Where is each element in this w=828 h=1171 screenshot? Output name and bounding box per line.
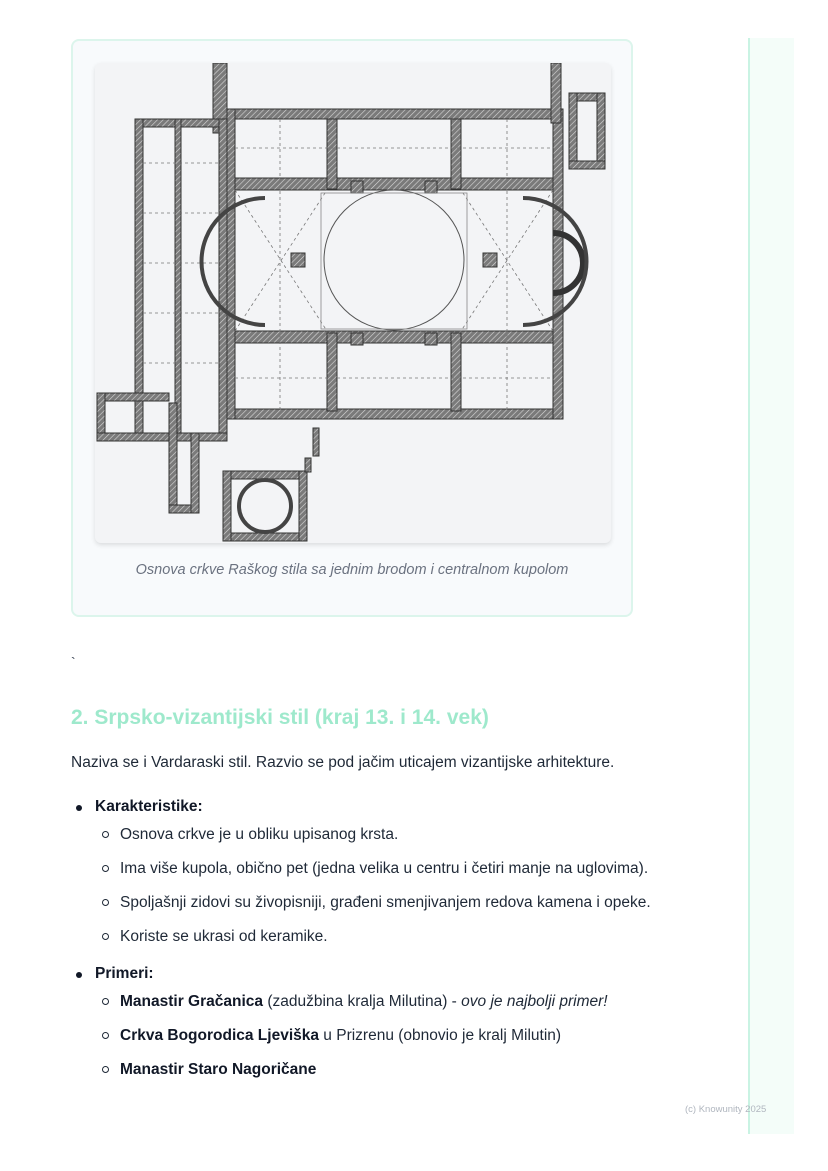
bullet-circle-icon [102, 831, 109, 838]
right-sidebar-strip [748, 38, 794, 1134]
section-content [71, 796, 651, 1096]
characteristic-text: Ima više kupola, obično pet (jedna velika u centru i četiri manje na uglovima). [120, 860, 649, 877]
list-item [95, 989, 651, 1014]
characteristic-text: Koriste se ukrasi od keramike. [120, 928, 328, 945]
examples-label: Primeri: [95, 965, 154, 982]
main-list [71, 796, 651, 1082]
bullet-circle-icon [102, 1066, 109, 1073]
bullet-disc-icon [76, 972, 82, 978]
characteristics-list [95, 822, 651, 949]
bullet-circle-icon [102, 933, 109, 940]
watermark: (c) Knowunity 2025 [685, 1104, 767, 1115]
example-detail: (zadužbina kralja Milutina) - [263, 993, 462, 1010]
church-floor-plan-image [95, 63, 611, 543]
bullet-circle-icon [102, 998, 109, 1005]
examples-item [71, 963, 651, 1082]
bullet-disc-icon [76, 805, 82, 811]
examples-list [95, 989, 651, 1082]
bullet-circle-icon [102, 1032, 109, 1039]
characteristic-text: Spoljašnji zidovi su živopisniji, građeni smenjivanjem redova kamena i opeke. [120, 894, 651, 911]
list-item [95, 822, 651, 847]
characteristics-label: Karakteristike: [95, 798, 203, 815]
characteristics-item [71, 796, 651, 949]
section-heading: 2. Srpsko-vizantijski stil (kraj 13. i 14. vek) [71, 706, 489, 729]
list-item [95, 856, 651, 881]
section-intro: Naziva se i Vardaraski stil. Razvio se pod jačim uticajem vizantijske arhitekture. [71, 754, 615, 771]
figure-caption: Osnova crkve Raškog stila sa jednim brodom i centralnom kupolom [135, 562, 569, 578]
list-item [95, 1057, 651, 1082]
list-item [95, 890, 651, 915]
figure-card [71, 39, 633, 617]
list-item [95, 1023, 651, 1048]
example-name: Crkva Bogorodica Ljeviška [120, 1027, 319, 1044]
example-note: ovo je najbolji primer! [461, 993, 608, 1010]
bullet-circle-icon [102, 899, 109, 906]
example-name: Manastir Staro Nagoričane [120, 1061, 317, 1078]
stray-backtick: ` [71, 654, 76, 670]
bullet-circle-icon [102, 865, 109, 872]
example-detail: u Prizrenu (obnovio je kralj Milutin) [319, 1027, 562, 1044]
example-name: Manastir Gračanica [120, 993, 264, 1010]
list-item [95, 924, 651, 949]
characteristic-text: Osnova crkve je u obliku upisanog krsta. [120, 826, 399, 843]
